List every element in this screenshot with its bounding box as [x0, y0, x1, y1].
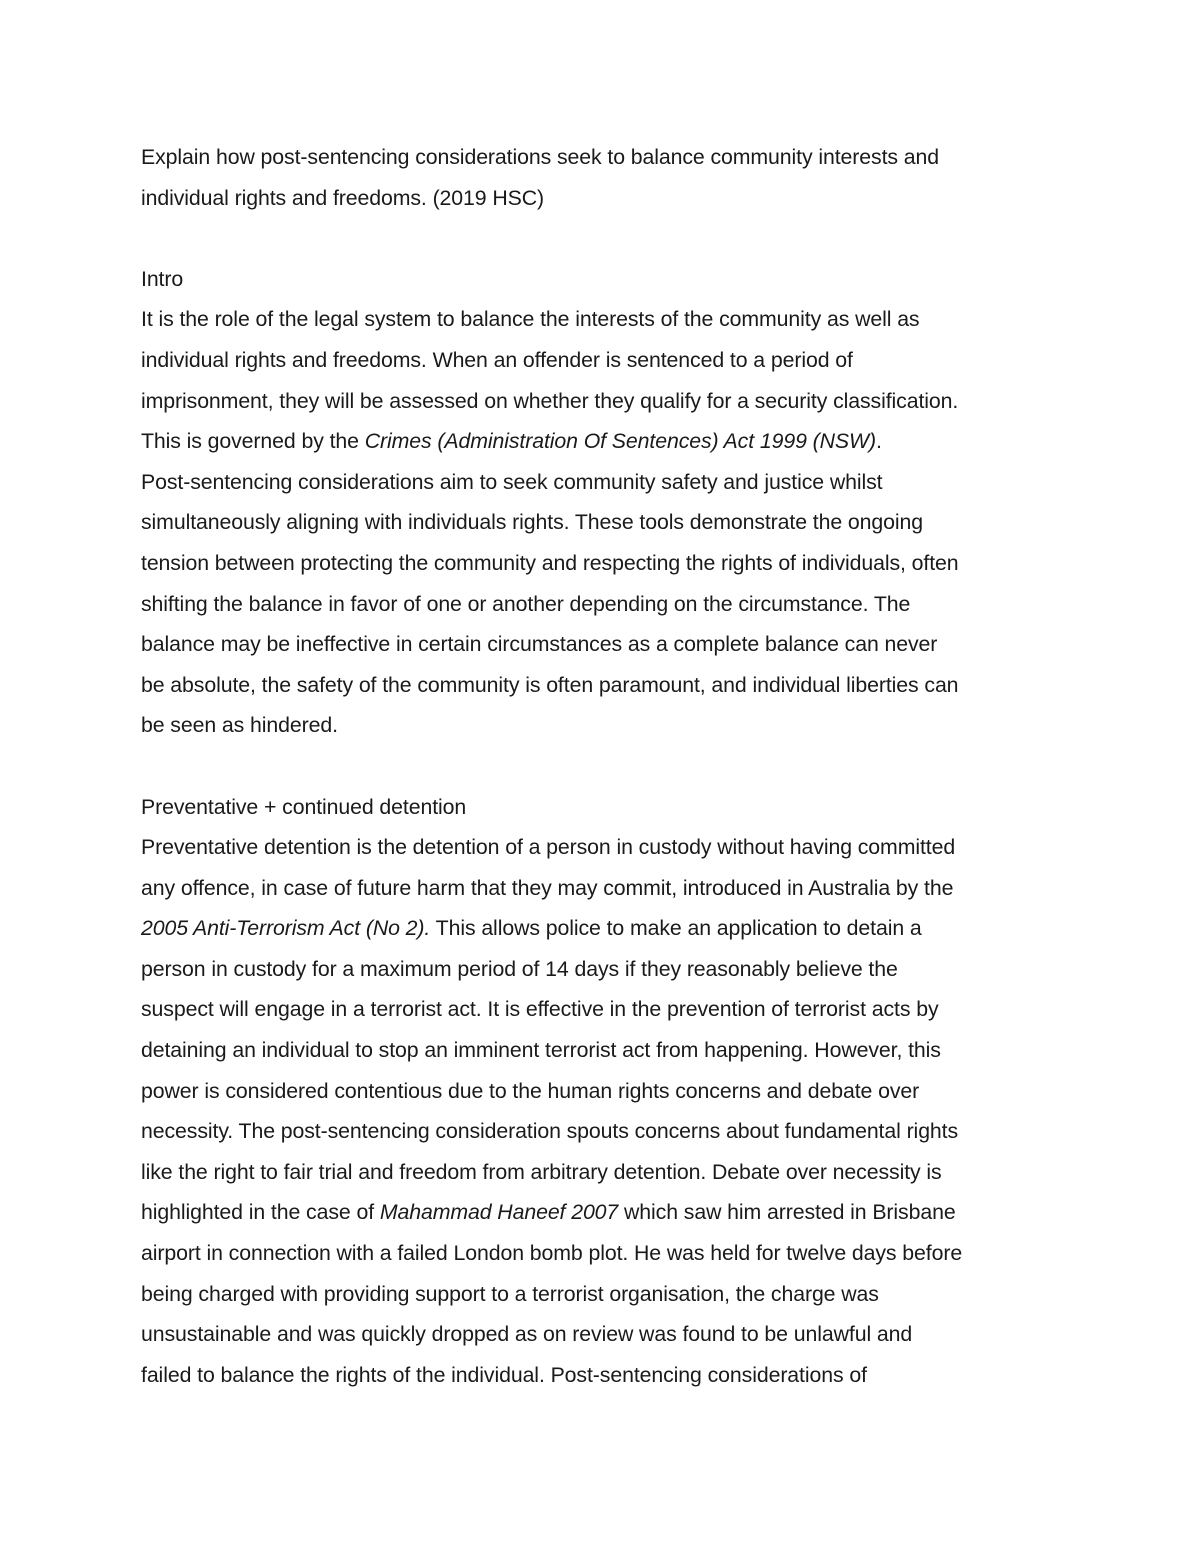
text-run: being charged with providing support to a terrorist organisation, the charge was: [141, 1281, 879, 1306]
text-line: [141, 381, 1071, 422]
question-line-2: individual rights and freedoms. (2019 HSC): [141, 185, 545, 210]
text-run: any offence, in case of future harm that they may commit, introduced in Australia by the: [141, 875, 954, 900]
text-line: [141, 340, 1071, 381]
italic-citation: 2005 Anti-Terrorism Act (No 2).: [141, 916, 431, 941]
text-line: [141, 1152, 1071, 1193]
text-line: [141, 1111, 1071, 1152]
text-run: This allows police to make an application to detain a: [430, 916, 922, 941]
text-line: [141, 462, 1071, 503]
paragraph-spacer: [141, 746, 1071, 787]
text-run: detaining an individual to stop an imminent terrorist act from happening. However, this: [141, 1038, 941, 1063]
text-run: balance may be ineffective in certain circumstances as a complete balance can never: [141, 632, 938, 657]
text-line: [141, 624, 1071, 665]
text-run: be seen as hindered.: [141, 713, 338, 738]
text-run: necessity. The post-sentencing consideration spouts concerns about fundamental rights: [141, 1119, 959, 1144]
intro-heading: Intro: [141, 266, 184, 291]
document-body: [141, 137, 1071, 1395]
text-run: like the right to fair trial and freedom from arbitrary detention. Debate over necessity is: [141, 1159, 942, 1184]
text-line: [141, 584, 1071, 625]
text-line: [141, 502, 1071, 543]
paragraph-spacer: [141, 218, 1071, 259]
text-line: [141, 543, 1071, 584]
text-run: Post-sentencing considerations aim to seek community safety and justice whilst: [141, 469, 883, 494]
section-heading-preventative-detention: Preventative + continued detention: [141, 794, 467, 819]
text-run: Preventative detention is the detention of a person in custody without having committed: [141, 835, 956, 860]
text-run: which saw him arrested in Brisbane: [618, 1200, 956, 1225]
text-run: be absolute, the safety of the community is often paramount, and individual liberties can: [141, 672, 959, 697]
text-line: [141, 1030, 1071, 1071]
text-run: tension between protecting the community and respecting the rights of individuals, often: [141, 550, 959, 575]
text-run: This is governed by the: [141, 429, 365, 454]
text-run: shifting the balance in favor of one or another depending on the circumstance. The: [141, 591, 911, 616]
text-line: [141, 1192, 1071, 1233]
text-line: [141, 299, 1071, 340]
text-line: [141, 989, 1071, 1030]
italic-citation: Crimes (Administration Of Sentences) Act 1999 (NSW): [364, 429, 877, 454]
preventative-detention-paragraph: [141, 827, 1071, 1395]
text-run: simultaneously aligning with individuals rights. These tools demonstrate the ongoing: [141, 510, 924, 535]
text-line: [141, 1233, 1071, 1274]
text-run: individual rights and freedoms. When an offender is sentenced to a period of: [141, 347, 853, 372]
intro-paragraph: [141, 299, 1071, 746]
text-run: It is the role of the legal system to balance the interests of the community as well as: [141, 307, 920, 332]
text-run: person in custody for a maximum period of 14 days if they reasonably believe the: [141, 956, 898, 981]
text-run: highlighted in the case of: [141, 1200, 380, 1225]
text-line: [141, 949, 1071, 990]
text-line: [141, 868, 1071, 909]
text-run: .: [876, 429, 882, 454]
text-line: [141, 908, 1071, 949]
text-run: suspect will engage in a terrorist act. It is effective in the prevention of terrorist acts by: [141, 997, 939, 1022]
text-run: imprisonment, they will be assessed on whether they qualify for a security classification.: [141, 388, 959, 413]
italic-citation: Mahammad Haneef 2007: [379, 1200, 619, 1225]
text-run: airport in connection with a failed London bomb plot. He was held for twelve days before: [141, 1241, 963, 1266]
text-line: [141, 827, 1071, 868]
text-line: [141, 705, 1071, 746]
text-line: [141, 665, 1071, 706]
text-run: unsustainable and was quickly dropped as on review was found to be unlawful and: [141, 1322, 913, 1347]
question-line-1: Explain how post-sentencing considerations seek to balance community interests and: [141, 145, 939, 169]
text-line: [141, 421, 1071, 462]
text-run: failed to balance the rights of the individual. Post-sentencing considerations of: [141, 1362, 867, 1387]
text-line: [141, 1355, 1071, 1396]
text-run: power is considered contentious due to the human rights concerns and debate over: [141, 1078, 920, 1103]
text-line: [141, 1274, 1071, 1315]
text-line: [141, 1071, 1071, 1112]
text-line: [141, 1314, 1071, 1355]
